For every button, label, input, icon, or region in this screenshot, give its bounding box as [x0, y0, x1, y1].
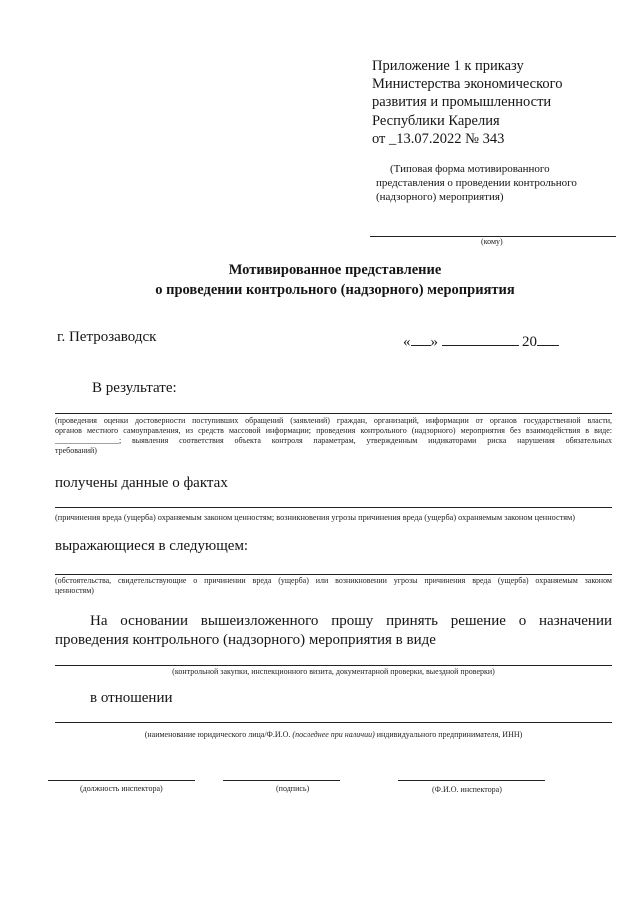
- appendix-order-date: от _13.07.2022 № 343: [372, 130, 505, 147]
- date-year-blank: [537, 332, 559, 346]
- place-city: г. Петрозаводск: [57, 329, 157, 345]
- appendix-header: [372, 57, 563, 148]
- form-type-note: [376, 162, 577, 204]
- title-line-2: о проведении контрольного (надзорного) мероприятия: [155, 282, 515, 298]
- result-caption: [55, 416, 612, 456]
- expressed-field-line: [55, 574, 612, 575]
- request-line-2: проведения контрольного (надзорного) мероприятия в виде: [55, 632, 436, 648]
- subject-caption: [55, 730, 612, 740]
- date-open-quote: «: [403, 334, 411, 350]
- appendix-line: Приложение 1 к приказу: [372, 58, 524, 74]
- date-month-blank: [442, 332, 519, 346]
- facts-caption: (причинения вреда (ущерба) охраняемым законом ценностям; возникновения угрозы причинения вреда (ущерба) охраняемым законом ценностям): [55, 513, 576, 522]
- recipient-caption: (кому): [481, 237, 503, 246]
- date-year-prefix: 20: [522, 334, 537, 350]
- appendix-line: Республики Карелия: [372, 112, 500, 129]
- result-label: В результате:: [92, 380, 177, 396]
- date-field: [403, 332, 559, 351]
- result-caption-line: требований): [55, 446, 97, 455]
- expressed-caption: [55, 576, 612, 595]
- title-line-1: Мотивированное представление: [228, 262, 442, 278]
- date-day-blank: [411, 332, 431, 346]
- subject-caption-text: (наименование юридического лица/Ф.И.О.: [144, 730, 293, 739]
- position-caption: (должность инспектора): [80, 784, 163, 793]
- inspector-name-caption: (Ф.И.О. инспектора): [432, 785, 502, 794]
- facts-label: получены данные о фактах: [55, 475, 228, 491]
- subject-caption-italic: (последнее при наличии): [292, 730, 375, 739]
- request-caption: (контрольной закупки, инспекционного визита, документарной проверки, выездной проверки): [172, 667, 495, 676]
- signature-line: [223, 780, 340, 781]
- name-signature-line: [398, 780, 545, 781]
- result-field-line: [55, 413, 612, 414]
- request-field-line: [55, 665, 612, 666]
- position-signature-line: [48, 780, 195, 781]
- appendix-line: развития и промышленности: [372, 94, 552, 111]
- document-title: [100, 260, 570, 300]
- expressed-label: выражающиеся в следующем:: [55, 538, 249, 554]
- subject-field-line: [55, 722, 612, 723]
- date-close-quote: »: [430, 334, 438, 350]
- facts-field-line: [55, 507, 612, 508]
- form-note-line: (Типовая форма мотивированного: [390, 163, 550, 175]
- expressed-caption-line: ценностям): [55, 585, 94, 595]
- signature-caption: (подпись): [276, 784, 310, 793]
- request-paragraph: [90, 612, 612, 631]
- appendix-line: Министерства экономического: [372, 76, 563, 93]
- result-caption-line: ________________; выявления соответствия объекта контроля параметрам, утвержденным индикаторами риска нарушения обязательных: [55, 436, 612, 445]
- result-caption-line: (проведения оценки достоверности поступивших обращений (заявлений) граждан, организаций, информации от органов государственной власти,: [55, 416, 612, 425]
- form-note-line: (надзорного) мероприятия): [376, 191, 504, 203]
- request-line-1: На основании вышеизложенного прошу принять решение о назначении: [90, 613, 612, 629]
- result-caption-line: органов местного самоуправления, из средств массовой информации; проведения контрольного (надзорного) мероприятия без взаимодействия в виде:: [55, 426, 612, 435]
- expressed-caption-line: (обстоятельства, свидетельствующие о причинении вреда (ущерба) или возникновении угрозы причинения вреда (ущерба) охраняемым законом: [55, 576, 612, 585]
- subject-caption-text: индивидуального предпринимателя, ИНН): [374, 730, 523, 739]
- subject-label: в отношении: [90, 690, 173, 706]
- form-note-line: представления о проведении контрольного: [376, 177, 577, 189]
